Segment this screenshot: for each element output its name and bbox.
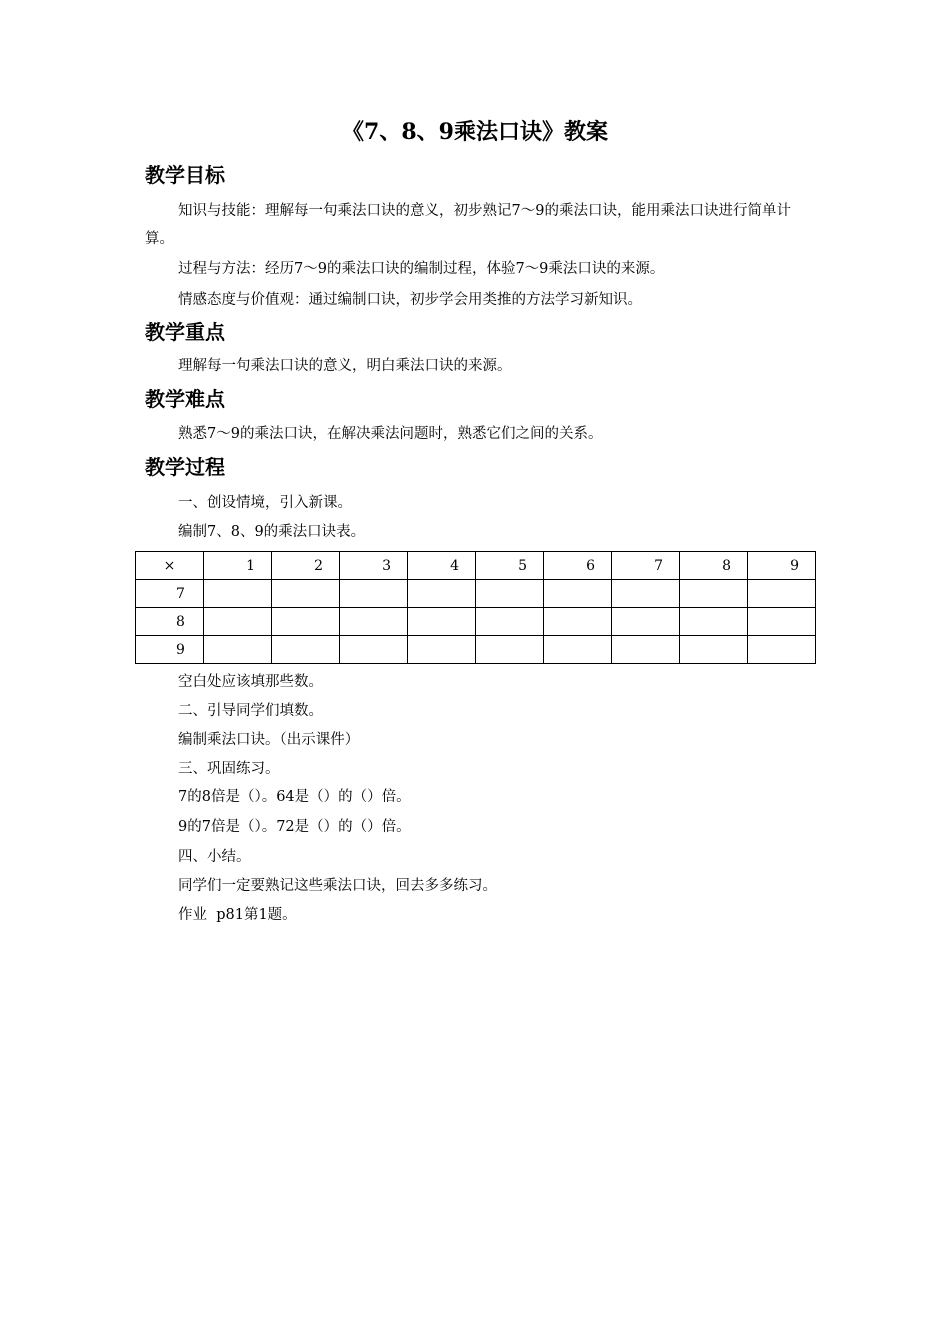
table-header-cell: 1 (204, 552, 272, 580)
homework-text: 作业 p81第1题。 (178, 907, 297, 923)
process-compose: 编制乘法口诀。（出示课件） (178, 732, 360, 748)
table-cell (476, 580, 544, 608)
process-step-summary: 四、小结。 (178, 849, 251, 865)
practice-question-1: 7的8倍是（）。64是（）的（）倍。 (178, 789, 411, 805)
difficulties-heading: 教学难点 (145, 387, 225, 411)
process-step-practice: 三、巩固练习。 (178, 761, 280, 777)
table-cell (544, 608, 612, 636)
table-cell (680, 580, 748, 608)
table-cell (612, 580, 680, 608)
table-cell (612, 636, 680, 664)
table-cell (544, 580, 612, 608)
table-cell (612, 608, 680, 636)
key-points-heading: 教学重点 (145, 320, 225, 344)
table-cell (680, 608, 748, 636)
table-cell (272, 636, 340, 664)
table-cell (476, 636, 544, 664)
process-step-guide: 二、引导同学们填数。 (178, 703, 323, 719)
table-header-cell: 9 (748, 552, 816, 580)
table-header-cell: 6 (544, 552, 612, 580)
process-step-intro: 一、创设情境，引入新课。 (178, 495, 352, 511)
process-fill-question: 空白处应该填那些数。 (178, 674, 323, 690)
objective-knowledge: 知识与技能：理解每一句乘法口诀的意义，初步熟记7～9的乘法口诀，能用乘法口诀进行简单计算。 (145, 203, 791, 247)
table-cell (204, 580, 272, 608)
table-header-cell: 8 (680, 552, 748, 580)
difficulty-text: 熟悉7～9的乘法口诀，在解决乘法问题时，熟悉它们之间的关系。 (178, 426, 603, 442)
table-row (136, 580, 816, 608)
table-header-cell: 2 (272, 552, 340, 580)
table-header-row (136, 552, 816, 580)
table-header-cell: × (136, 552, 204, 580)
table-header-cell: 7 (612, 552, 680, 580)
objective-attitude: 情感态度与价值观：通过编制口诀，初步学会用类推的方法学习新知识。 (178, 292, 642, 308)
table-cell (544, 636, 612, 664)
table-header-cell: 4 (408, 552, 476, 580)
table-header-cell: 5 (476, 552, 544, 580)
table-cell (680, 636, 748, 664)
table-row-head: 7 (136, 580, 204, 608)
table-cell (272, 580, 340, 608)
table-cell (476, 608, 544, 636)
key-point-text: 理解每一句乘法口诀的意义，明白乘法口诀的来源。 (178, 358, 512, 374)
table-cell (204, 608, 272, 636)
table-row (136, 636, 816, 664)
table-cell (340, 580, 408, 608)
table-cell (748, 580, 816, 608)
table-cell (340, 608, 408, 636)
multiplication-table (135, 551, 816, 664)
table-cell (272, 608, 340, 636)
table-cell (748, 636, 816, 664)
table-cell (408, 580, 476, 608)
table-cell (340, 636, 408, 664)
summary-text: 同学们一定要熟记这些乘法口诀，回去多多练习。 (178, 878, 497, 894)
table-cell (408, 636, 476, 664)
table-row-head: 8 (136, 608, 204, 636)
table-cell (408, 608, 476, 636)
table-header-cell: 3 (340, 552, 408, 580)
table-cell (204, 636, 272, 664)
table-row-head: 9 (136, 636, 204, 664)
objective-process: 过程与方法：经历7～9的乘法口诀的编制过程，体验7～9乘法口诀的来源。 (178, 261, 665, 277)
table-row (136, 608, 816, 636)
process-table-caption: 编制7、8、9的乘法口诀表。 (178, 524, 366, 540)
practice-question-2: 9的7倍是（）。72是（）的（）倍。 (178, 819, 411, 835)
document-title: 《7、8、9乘法口诀》教案 (342, 119, 608, 145)
objectives-heading: 教学目标 (145, 163, 225, 187)
process-heading: 教学过程 (145, 455, 225, 479)
table-cell (748, 608, 816, 636)
